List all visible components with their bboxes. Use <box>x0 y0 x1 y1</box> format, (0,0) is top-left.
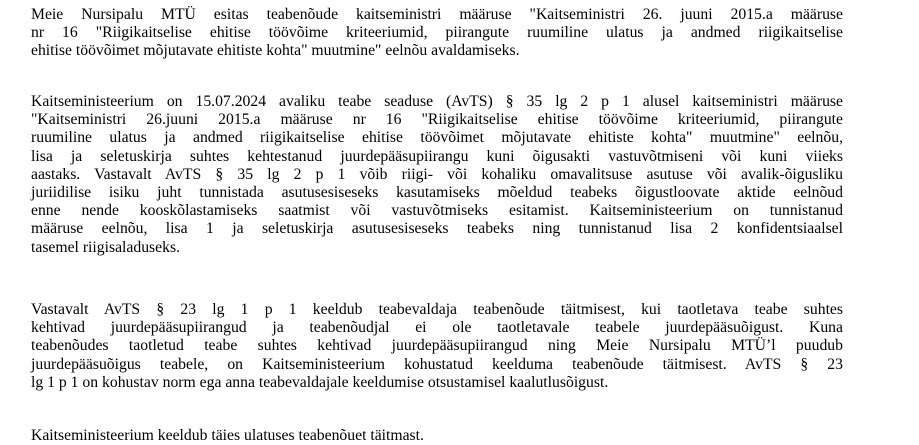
paragraph-decision <box>31 427 843 445</box>
text-line: nr 16 "Riigikaitselise ehitise töövõime kriteeriumid, piirangute ruumiline ulatus ja andmed riigikaitselise <box>31 24 843 42</box>
text-line: Kaitseministeerium on 15.07.2024 avaliku teabe seaduse (AvTS) § 35 lg 2 p 1 alusel kaitseministri määruse <box>31 93 843 110</box>
paragraph-request <box>31 6 843 61</box>
text-line: enne nende kooskõlastamiseks saatmist või vastuvõtmiseks esitamist. Kaitseministeerium on tunnistanud <box>31 202 843 220</box>
text-line: juurdepääsuõigus teabele, on Kaitseministeerium kohustatud keelduma teabenõude täitmisest. AvTS § 23 <box>31 355 843 373</box>
text-line: "Kaitseministri 26.juuni 2015.a määruse nr 16 "Riigikaitselise ehitise töövõime kriteeriumid, piirangute <box>31 111 843 129</box>
text-line: aastaks. Vastavalt AvTS § 35 lg 2 p 1 võib riigi- või kohaliku omavalitsuse asutuse või avalik-õigusliku <box>31 165 843 183</box>
text-line: Kaitseministeerium keeldub täies ulatuses teabenõuet täitmast. <box>31 427 424 444</box>
text-line: Vastavalt AvTS § 23 lg 1 p 1 keeldub teabevaldaja teabenõude täitmisest, kui taotletava teabe suhtes <box>31 301 843 318</box>
text-line: ruumiline ulatus ja andmed riigikaitselise ehitise töövõimet mõjutavate ehitiste kohta" muutmine" eelnõu, <box>31 129 843 147</box>
text-line: tasemel riigisaladuseks. <box>31 238 180 256</box>
text-line: ehitise töövõimet mõjutavate ehitiste kohta" muutmine" eelnõu avaldamiseks. <box>31 42 520 60</box>
paragraph-refusal-basis <box>31 301 843 392</box>
text-line: teabenõudes taotletud teabe suhtes kehtivad juurdepääsupiirangud ning Meie Nursipalu MTÜ’l puudub <box>31 337 843 355</box>
text-line: lg 1 p 1 on kohustav norm ega anna teabevaldajale keeldumise otsustamisel kaalutlusõigust. <box>31 373 609 391</box>
paragraph-restriction <box>31 93 843 257</box>
text-line: Meie Nursipalu MTÜ esitas teabenõude kaitseministri määruse "Kaitseministri 26. juuni 2015.a määruse <box>31 6 843 23</box>
text-line: kehtivad juurdepääsupiirangud ja teabenõudjal ei ole taotletavale teabele juurdepääsuõigust. Kuna <box>31 319 843 337</box>
text-line: juriidilise isiku juht tunnistada asutusesiseseks kasutamiseks mõeldud teabeks õigustloovate aktide eelnõud <box>31 184 843 202</box>
text-line: lisa ja seletuskirja suhtes kehtestanud juurdepääsupiirangu kuni õigusakti vastuvõtmiseni või kuni viieks <box>31 147 843 165</box>
text-line: määruse eelnõu, lisa 1 ja seletuskirja asutusesiseseks teabeks ning tunnistanud lisa 2 konfidentsiaalsel <box>31 220 843 238</box>
